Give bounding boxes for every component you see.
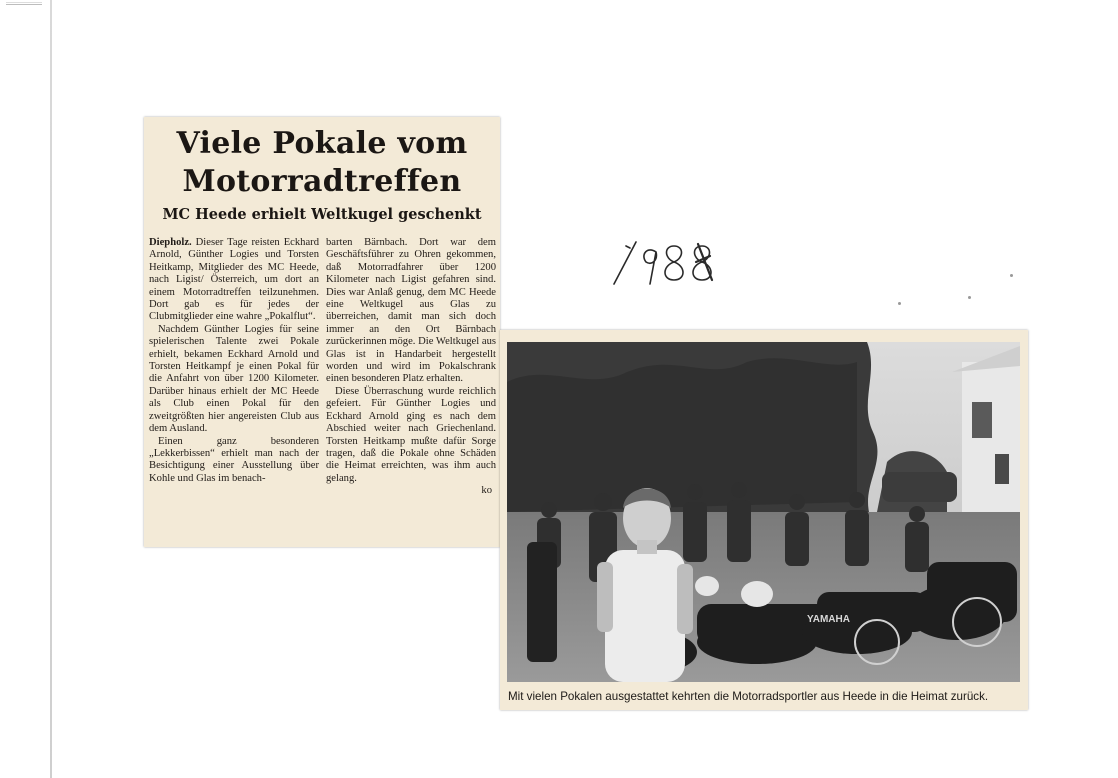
paragraph: Nachdem Günther Logies für seine spielerischen Talente zwei Pokale erhielt, bekamen Eckhard Arnold und Torsten Heitkampf je einen Pokal für die Anfahrt von über 1200 Kilometer. Darüber hinaus erhielt der MC Heede als Club einen Pokal für den zweitgrößten hier angereisten Club aus dem Ausland. [149,323,319,435]
author-byline: ko [481,485,492,497]
handwritten-year [600,236,740,296]
photo-clipping [500,330,1028,710]
scan-speck [968,296,971,299]
paragraph [149,237,319,324]
scan-speck [1010,274,1013,277]
article-column-right [326,237,496,498]
headline-line2: Motorradtreffen [182,164,462,199]
article-column-left [149,237,319,485]
paragraph: Diese Überraschung wurde reichlich gefeiert. Für Günther Logies und Eckhard Arnold ging es nach dem Abschied weiter nach Griechenland. Torsten Heitkamp mußte dafür Sorge tragen, daß die Pokale ohne Schäden die Heimat erreichten, was ihm auch gelang. [326,385,496,484]
paragraph: Einen ganz besonderen „Lekkerbissen“ erhielt man nach der Besichtigung einer Ausstellung über Kohle und Glas im benach- [149,435,319,484]
scan-speck [898,302,901,305]
news-photo [507,342,1020,682]
photo-illustration [507,342,1020,682]
dateline: Diepholz. [149,237,192,248]
article-clipping [144,117,500,547]
scan-edge [50,0,52,778]
photo-caption: Mit vielen Pokalen ausgestattet kehrten die Motorradsportler aus Heede in die Heimat zurück. [508,690,989,703]
bike-brand-text: YAMAHA [807,614,850,625]
paragraph: barten Bärnbach. Dort war dem Geschäftsführer zu Ohren gekommen, daß Motorradfahrer über 1200 Kilometer nach Ligist gefahren sind. Dies war Anlaß genug, dem MC Heede eine Weltkugel aus Glas zu überreichen, damit man sich doch immer an den Ort Bärnbach zurückerinnen möge. Die Weltkugel aus Glas ist in Handarbeit hergestellt worden und wird im Pokalschrank einen besonderen Platz erhalten. [326,237,496,385]
paragraph-text: Dieser Tage reisten Eckhard Arnold, Günther Logies und Torsten Heitkamp, Mitglieder des MC Heede, nach Ligist/ Österreich, um dort an einem Motorradtreffen teilzunehmen. Dort gab es für jedes der Clubmitglieder eine wahre „Pokalflut“. [149,237,319,323]
handwritten-year-drawing [600,236,740,296]
subheadline: MC Heede erhielt Weltkugel geschenkt [162,206,482,223]
scan-mark [6,2,42,3]
scan-mark [6,4,42,5]
headline-line1: Viele Pokale vom [176,126,468,161]
